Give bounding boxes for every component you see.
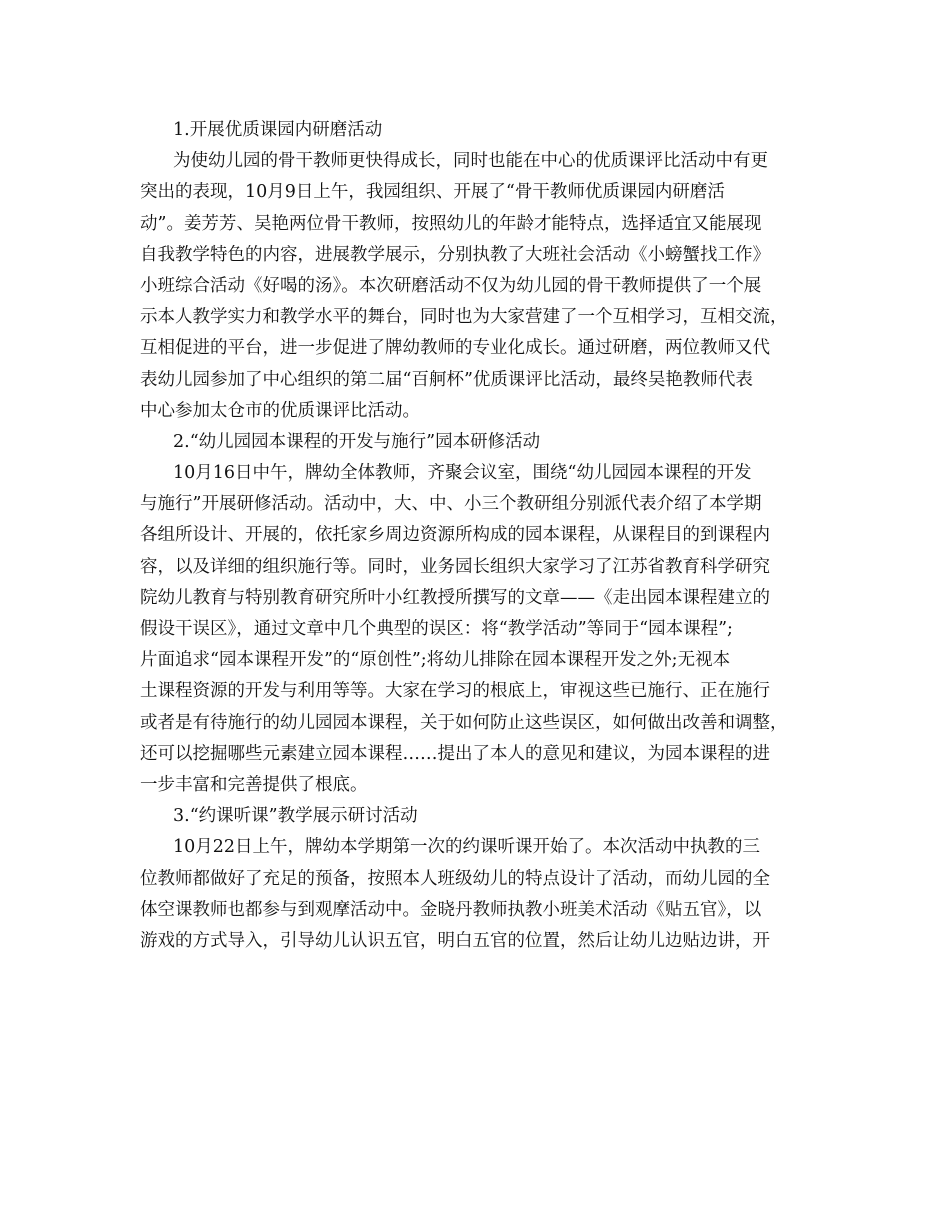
paragraph-line: 10月16日中午，牌幼全体教师，齐聚会议室，围绕“幼儿园园本课程的开发 bbox=[173, 463, 752, 484]
paragraph-line: 土课程资源的开发与利用等等。大家在学习的根底上，审视这些已施行、正在施行 bbox=[140, 681, 770, 702]
paragraph-line: 小班综合活动《好喝的汤》。本次研磨活动不仅为幼儿园的骨干教师提供了一个展 bbox=[140, 275, 762, 296]
paragraph-line: 一步丰富和完善提供了根底。 bbox=[140, 774, 368, 795]
paragraph-line: 示本人教学实力和教学水平的舞台，同时也为大家营建了一个互相学习，互相交流， bbox=[140, 307, 788, 328]
paragraph-line: 体空课教师也都参与到观摩活动中。金晓丹教师执教小班美术活动《贴五官》，以 bbox=[140, 899, 762, 920]
paragraph-line: 突出的表现，10月9日上午，我园组织、开展了“骨干教师优质课园内研磨活 bbox=[140, 182, 725, 203]
paragraph-line: 片面追求“园本课程开发”的“原创性”;将幼儿排除在园本课程开发之外;无视本 bbox=[140, 650, 731, 671]
paragraph-line: 容，以及详细的组织施行等。同时，业务园长组织大家学习了江苏省教育科学研究 bbox=[140, 556, 770, 577]
section-heading-3: 3.“约课听课”教学展示研讨活动 bbox=[173, 806, 418, 827]
paragraph-line: 10月22日上午，牌幼本学期第一次的约课听课开始了。本次活动中执教的三 bbox=[173, 837, 761, 858]
paragraph-line: 自我教学特色的内容，进展教学展示，分别执教了大班社会活动《小螃蟹找工作》 bbox=[140, 244, 770, 265]
paragraph-line: 互相促进的平台，进一步促进了牌幼教师的专业化成长。通过研磨，两位教师又代 bbox=[140, 338, 770, 359]
paragraph-line: 与施行”开展研修活动。活动中，大、中、小三个教研组分别派代表介绍了本学期 bbox=[140, 494, 762, 515]
paragraph-line: 动”。姜芳芳、吴艳两位骨干教师，按照幼儿的年龄才能特点，选择适宜又能展现 bbox=[140, 213, 762, 234]
paragraph-line: 为使幼儿园的骨干教师更快得成长，同时也能在中心的优质课评比活动中有更 bbox=[173, 151, 768, 172]
paragraph-line: 院幼儿教育与特别教育研究所叶小红教授所撰写的文章——《走出园本课程建立的 bbox=[140, 587, 770, 608]
paragraph-line: 中心参加太仓市的优质课评比活动。 bbox=[140, 400, 420, 421]
paragraph-line: 还可以挖掘哪些元素建立园本课程……提出了本人的意见和建议，为园本课程的进 bbox=[140, 743, 770, 764]
paragraph-line: 表幼儿园参加了中心组织的第二届“百舸杯”优质课评比活动，最终吴艳教师代表 bbox=[140, 369, 753, 390]
document-body bbox=[140, 115, 820, 957]
section-heading-2: 2.“幼儿园园本课程的开发与施行”园本研修活动 bbox=[173, 431, 541, 452]
paragraph-line: 假设干误区》，通过文章中几个典型的误区：将“教学活动”等同于“园本课程”; bbox=[140, 619, 733, 639]
paragraph-line: 各组所设计、开展的，依托家乡周边资源所构成的园本课程，从课程目的到课程内 bbox=[140, 525, 770, 546]
paragraph-line: 游戏的方式导入，引导幼儿认识五官，明白五官的位置，然后让幼儿边贴边讲，开 bbox=[140, 930, 770, 951]
paragraph-line: 位教师都做好了充足的预备，按照本人班级幼儿的特点设计了活动，而幼儿园的全 bbox=[140, 868, 770, 889]
section-heading-1: 1.开展优质课园内研磨活动 bbox=[173, 120, 383, 140]
paragraph-line: 或者是有待施行的幼儿园园本课程，关于如何防止这些误区，如何做出改善和调整， bbox=[140, 712, 788, 733]
